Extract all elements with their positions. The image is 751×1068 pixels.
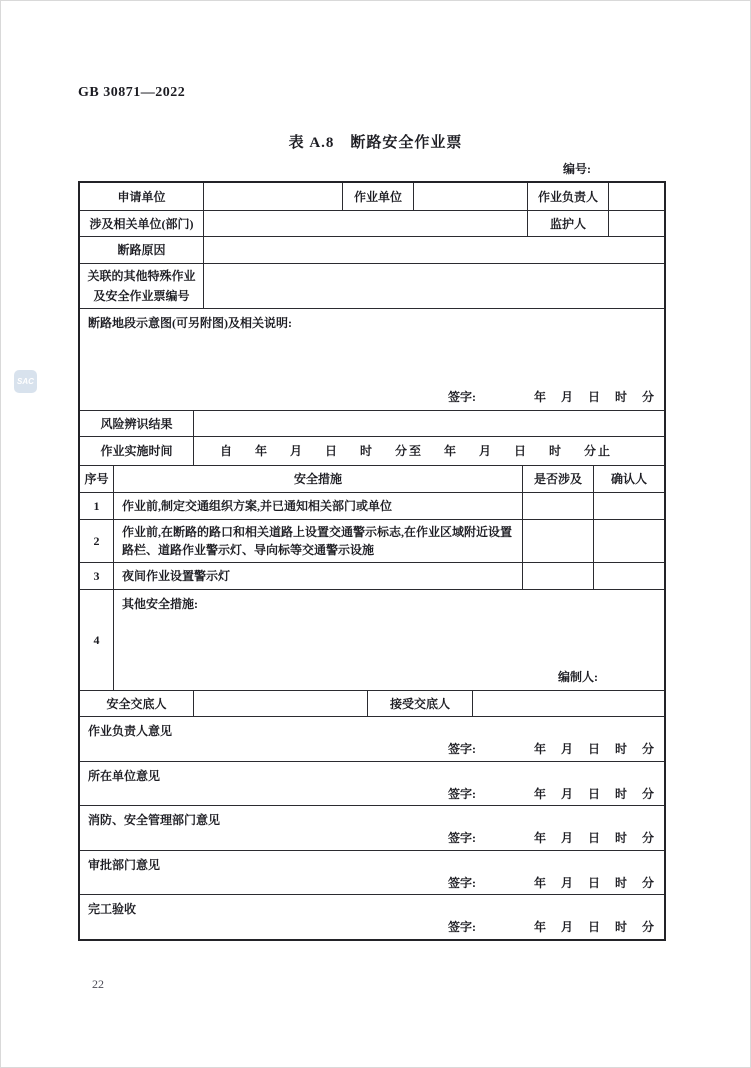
opinion-unit-area [80, 762, 664, 805]
measure-3-no: 3 [93, 569, 100, 583]
opinion-approval-dept-sign-label: 签字: [447, 876, 476, 890]
completion-acceptance-sign-label: 签字: [447, 920, 476, 934]
measure-1-involved-field [522, 493, 593, 519]
row-sketch [80, 308, 664, 410]
briefing-giver-field [193, 691, 367, 716]
opinion-approval-dept-sign-line [80, 874, 664, 892]
work-unit-label: 作业单位 [342, 183, 413, 210]
measures-no-header: 序号 [84, 472, 109, 486]
row-opinion-approval-dept [80, 850, 664, 894]
measure-3-text: 夜间作业设置警示灯 [113, 563, 522, 589]
table-title: 表 A.8 断路安全作业票 [288, 135, 463, 151]
row-risk-result [80, 410, 664, 436]
briefing-giver-label: 安全交底人 [106, 696, 167, 711]
measure-1-text: 作业前,制定交通组织方案,并已通知相关部门或单位 [113, 493, 522, 519]
measure-2-text: 作业前,在断路的路口和相关道路上设置交通警示标志,在作业区域附近设置路栏、道路作业警示灯、导向标等交通警示设施 [113, 520, 522, 562]
row-opinion-leader [80, 716, 664, 761]
permit-number-label: 编号: [563, 162, 591, 176]
row-measures-header [80, 465, 664, 492]
measure-2-confirmer-field [593, 520, 664, 562]
linked-permits-label-line2: 及安全作业票编号 [93, 289, 190, 303]
measures-involved-header: 是否涉及 [522, 466, 593, 492]
measure-4-area [113, 590, 664, 690]
row-break-reason [80, 236, 664, 263]
opinion-approval-dept-label: 审批部门意见 [88, 858, 161, 872]
sketch-label: 断路地段示意图(可另附图)及相关说明: [88, 316, 292, 330]
row-opinion-unit [80, 761, 664, 805]
row-linked-permits [80, 263, 664, 308]
measure-row-2 [80, 519, 664, 562]
measure-row-4 [80, 589, 664, 690]
standard-code: GB 30871—2022 [78, 85, 186, 100]
work-leader-label: 作业负责人 [527, 183, 608, 210]
opinion-safety-dept-date-placeholder: 年 月 日 时 分 [533, 831, 654, 845]
measure-3-confirmer-field [593, 563, 664, 589]
measure-1-no: 1 [93, 499, 100, 513]
preparer-line [114, 668, 664, 686]
measure-1-confirmer-field [593, 493, 664, 519]
measure-2-no: 2 [93, 534, 100, 548]
apply-unit-label: 申请单位 [117, 189, 166, 204]
measures-text-header: 安全措施 [113, 466, 522, 492]
work-unit-field [413, 183, 527, 210]
linked-permits-label [80, 264, 203, 308]
briefing-receiver-field [472, 691, 664, 716]
other-measures-label: 其他安全措施: [122, 597, 198, 611]
measure-4-no: 4 [93, 633, 100, 647]
row-opinion-safety-dept [80, 805, 664, 850]
opinion-unit-label: 所在单位意见 [88, 769, 161, 783]
row-work-time [80, 436, 664, 465]
row-related-units [80, 210, 664, 236]
work-time-field: 自 年 月 日 时 分至 年 月 日 时 分止 [193, 437, 664, 465]
briefing-receiver-label: 接受交底人 [367, 691, 472, 716]
opinion-unit-sign-line [80, 785, 664, 803]
measure-3-involved-field [522, 563, 593, 589]
measure-row-3 [80, 562, 664, 589]
opinion-unit-date-placeholder: 年 月 日 时 分 [533, 787, 654, 801]
row-applicant [80, 183, 664, 210]
work-time-label: 作业实施时间 [100, 444, 173, 458]
opinion-approval-dept-date-placeholder: 年 月 日 时 分 [533, 876, 654, 890]
opinion-leader-sign-line [80, 740, 664, 758]
work-permit-form [78, 181, 666, 941]
completion-acceptance-area [80, 895, 664, 939]
sketch-sign-line [80, 388, 664, 406]
guardian-field [608, 211, 664, 236]
row-completion-acceptance [80, 894, 664, 939]
opinion-safety-dept-label: 消防、安全管理部门意见 [88, 813, 221, 827]
break-reason-field [203, 237, 664, 263]
opinion-safety-dept-area [80, 806, 664, 850]
apply-unit-field [203, 183, 342, 210]
sac-watermark-logo: SAC [14, 370, 37, 393]
row-briefing [80, 690, 664, 716]
guardian-label: 监护人 [527, 211, 608, 236]
completion-acceptance-label: 完工验收 [88, 902, 137, 916]
work-leader-field [608, 183, 664, 210]
opinion-leader-date-placeholder: 年 月 日 时 分 [533, 742, 654, 756]
linked-permits-field [203, 264, 664, 308]
measures-confirmer-header: 确认人 [593, 466, 664, 492]
opinion-approval-dept-area [80, 851, 664, 894]
break-reason-label: 断路原因 [117, 243, 166, 257]
completion-acceptance-sign-line [80, 918, 664, 936]
opinion-leader-sign-label: 签字: [447, 742, 476, 756]
sketch-sign-label: 签字: [447, 390, 476, 404]
opinion-leader-label: 作业负责人意见 [88, 724, 173, 738]
measure-row-1 [80, 492, 664, 519]
related-units-label: 涉及相关单位(部门) [89, 216, 194, 231]
sketch-area [80, 309, 664, 410]
measure-2-involved-field [522, 520, 593, 562]
page-number: 22 [92, 977, 104, 991]
risk-result-label: 风险辨识结果 [100, 416, 173, 431]
opinion-safety-dept-sign-label: 签字: [447, 831, 476, 845]
sketch-date-placeholder: 年 月 日 时 分 [533, 390, 654, 404]
opinion-safety-dept-sign-line [80, 829, 664, 847]
preparer-label: 编制人: [558, 670, 598, 684]
opinion-unit-sign-label: 签字: [447, 787, 476, 801]
opinion-leader-area [80, 717, 664, 761]
risk-result-field [193, 411, 664, 436]
linked-permits-label-line1: 关联的其他特殊作业 [87, 268, 196, 283]
related-units-field [203, 211, 527, 236]
completion-acceptance-date-placeholder: 年 月 日 时 分 [533, 920, 654, 934]
